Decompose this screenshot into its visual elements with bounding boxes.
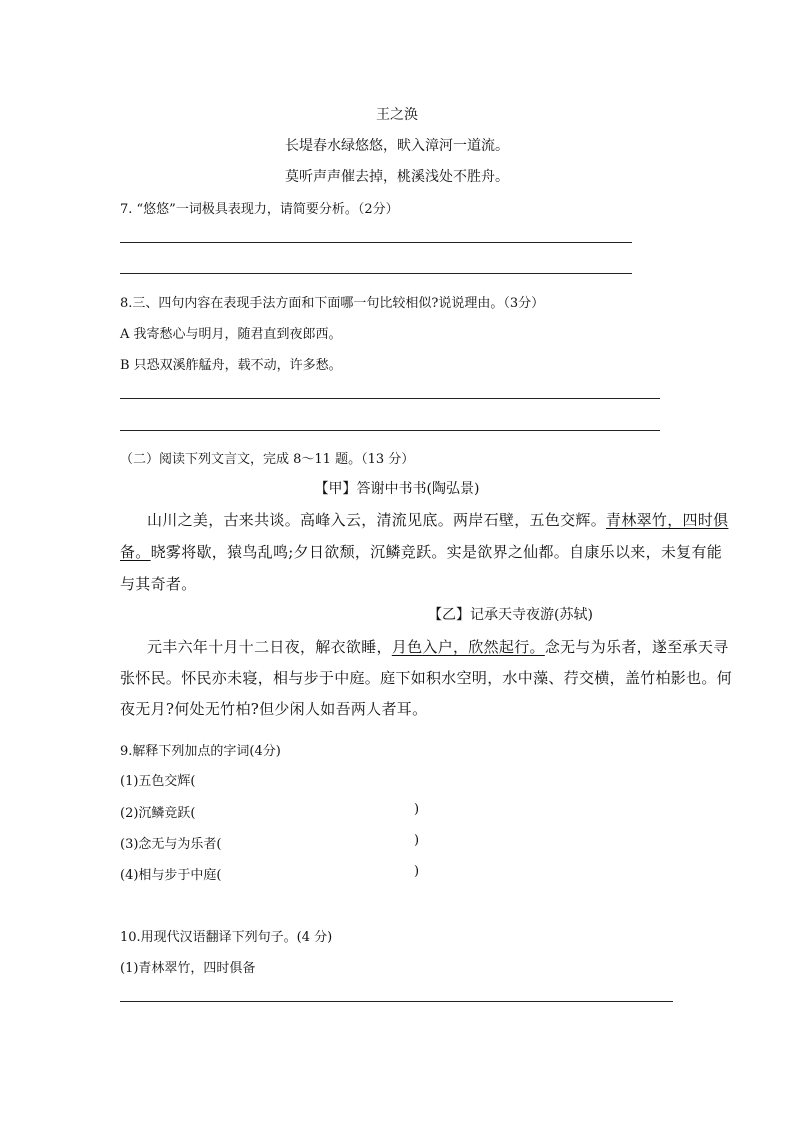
answer-line[interactable]: [120, 1001, 673, 1002]
answer-line[interactable]: [120, 398, 660, 399]
passage-text: 元丰六年十月十二日夜，解衣欲睡，: [147, 638, 392, 656]
passage-jia-line-3: 与其奇者。: [120, 575, 197, 593]
q9-item-3: (3)念无与为乐者(: [120, 837, 222, 852]
q9-item-2-close: ): [414, 802, 420, 817]
passage-yi-line-2: 张怀民。怀民亦未寝，相与步于中庭。庭下如积水空明，水中藻、荇交横，盖竹柏影也。何: [120, 669, 733, 687]
poem-author: 王之涣: [376, 107, 418, 123]
underlined-sentence: 备。: [120, 543, 151, 561]
q9-item-3-close: ): [414, 833, 420, 848]
passage-text: 念无与为乐者，遂至承天寻: [544, 638, 729, 656]
option-a: A 我寄愁心与明月，随君直到夜郎西。: [120, 327, 342, 342]
passage-jia-line-2: [120, 541, 722, 562]
passage-yi-line-1: [147, 636, 728, 657]
q9-item-4-close: ): [414, 864, 420, 879]
answer-line[interactable]: [120, 242, 632, 243]
question-10: 10.用现代汉语翻译下列句子。(4 分): [120, 930, 333, 945]
poem-line-2: 莫听声声催去掉，桃溪浅处不胜舟。: [285, 169, 509, 185]
passage-text: 晓雾将歇，猿鸟乱鸣;夕日欲颓，沉鳞竞跃。实是欲界之仙都。自康乐以来，未复有能: [150, 543, 723, 561]
q10-item-1: (1)青林翠竹，四时俱备: [120, 961, 256, 976]
section-2-header: （二）阅读下列文言文，完成 8～11 题。（13 分）: [120, 452, 415, 467]
passage-yi-line-3: 夜无月?何处无竹柏?但少闲人如吾两人者耳。: [120, 700, 428, 718]
q9-item-1: (1)五色交辉(: [120, 774, 196, 789]
q9-item-2: (2)沉鳞竞跃(: [120, 806, 196, 821]
answer-line[interactable]: [120, 273, 632, 274]
passage-yi-title: 【乙】记承天寺夜游(苏轼): [428, 607, 593, 623]
option-b: B 只恐双溪舴艋舟，载不动，许多愁。: [120, 358, 342, 373]
underlined-sentence: 月色入户，欣然起行。: [391, 638, 545, 656]
question-9: 9.解释下列加点的字词(4分): [120, 744, 281, 759]
q9-item-4: (4)相与步于中庭(: [120, 868, 222, 883]
passage-jia-line-1: [147, 509, 728, 530]
underlined-sentence: 青林翠竹，四时俱: [606, 511, 729, 529]
question-8: 8.三、四句内容在表现手法方面和下面哪一句比较相似?说说理由。（3分）: [120, 296, 545, 311]
answer-line[interactable]: [120, 430, 660, 431]
passage-text: 山川之美，古来共谈。高峰入云，清流见底。两岸石壁，五色交辉。: [147, 511, 607, 529]
question-7: 7. “悠悠”一词极具表现力，请简要分析。（2分）: [120, 202, 399, 217]
passage-jia-title: 【甲】答谢中书书(陶弘景): [314, 481, 480, 497]
poem-line-1: 长堤春水绿悠悠，畎入漳河一道流。: [285, 138, 509, 154]
